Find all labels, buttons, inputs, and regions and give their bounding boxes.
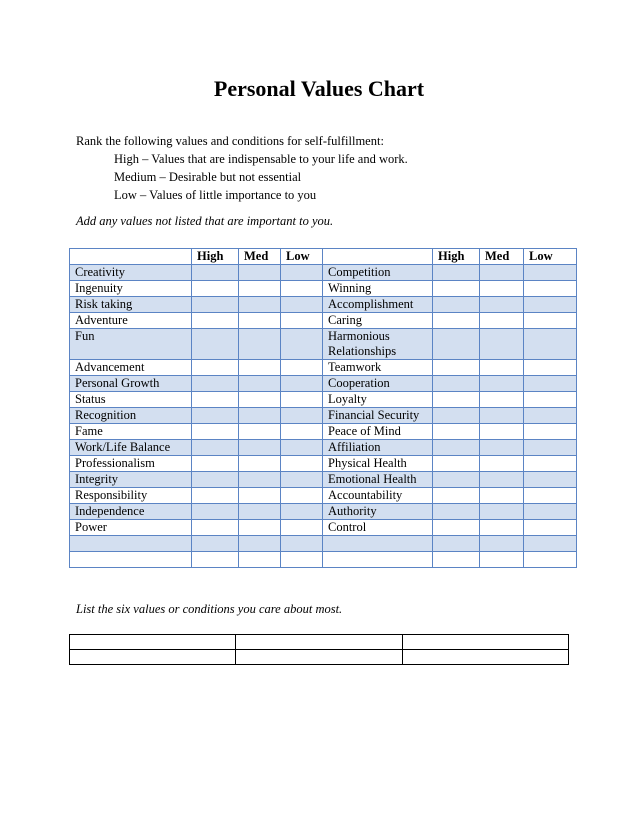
values-table-body	[70, 265, 577, 568]
value-name-left: Fame	[70, 424, 192, 440]
level-high-description: High – Values that are indispensable to your life and work.	[114, 152, 408, 166]
value-name-left: Status	[70, 392, 192, 408]
rating-cell-med-left[interactable]	[239, 329, 281, 360]
rating-cell-low-right[interactable]	[524, 552, 577, 568]
rating-cell-med-left[interactable]	[239, 360, 281, 376]
rating-cell-low-left[interactable]	[281, 488, 323, 504]
rating-cell-low-right[interactable]	[524, 360, 577, 376]
table-row	[70, 520, 577, 536]
header-low-left: Low	[281, 249, 323, 265]
value-name-left: Creativity	[70, 265, 192, 281]
value-name-right: Financial Security	[323, 408, 433, 424]
rating-cell-med-right[interactable]	[480, 297, 524, 313]
rating-cell-med-right[interactable]	[480, 424, 524, 440]
value-name-left: Recognition	[70, 408, 192, 424]
value-name-right: Physical Health	[323, 456, 433, 472]
value-name-right: Harmonious Relationships	[323, 329, 433, 360]
rating-cell-med-right[interactable]	[480, 520, 524, 536]
rating-cell-med-right[interactable]	[480, 552, 524, 568]
rating-cell-low-left[interactable]	[281, 360, 323, 376]
table-header-row	[70, 249, 577, 265]
table-row	[70, 265, 577, 281]
table-row	[70, 504, 577, 520]
rating-cell-low-left[interactable]	[281, 552, 323, 568]
value-name-left: Risk taking	[70, 297, 192, 313]
rating-cell-med-left[interactable]	[239, 520, 281, 536]
rating-cell-high-left[interactable]	[192, 536, 239, 552]
add-values-hint: Add any values not listed that are important to you.	[76, 214, 334, 228]
rating-cell-low-right[interactable]	[524, 281, 577, 297]
value-name-right: Control	[323, 520, 433, 536]
rating-cell-med-left[interactable]	[239, 424, 281, 440]
rating-cell-low-right[interactable]	[524, 440, 577, 456]
value-name-left: Personal Growth	[70, 376, 192, 392]
rating-cell-low-left[interactable]	[281, 504, 323, 520]
header-value-right	[323, 249, 433, 265]
value-name-left: Advancement	[70, 360, 192, 376]
value-name-left: Professionalism	[70, 456, 192, 472]
level-low-description: Low – Values of little importance to you	[114, 188, 317, 202]
rating-cell-low-right[interactable]	[524, 376, 577, 392]
value-name-right: Peace of Mind	[323, 424, 433, 440]
table-row	[70, 552, 577, 568]
rating-cell-high-left[interactable]	[192, 313, 239, 329]
value-name-right: Accountability	[323, 488, 433, 504]
table-row	[70, 376, 577, 392]
rating-cell-high-left[interactable]	[192, 408, 239, 424]
rating-cell-low-right[interactable]	[524, 297, 577, 313]
value-name-right: Winning	[323, 281, 433, 297]
rating-cell-low-right[interactable]	[524, 488, 577, 504]
rating-cell-high-left[interactable]	[192, 472, 239, 488]
rating-cell-high-left[interactable]	[192, 552, 239, 568]
value-name-left: Power	[70, 520, 192, 536]
rating-cell-high-left[interactable]	[192, 520, 239, 536]
rating-cell-high-right[interactable]	[433, 552, 480, 568]
value-name-right: Cooperation	[323, 376, 433, 392]
rating-cell-med-right[interactable]	[480, 488, 524, 504]
rating-cell-low-left[interactable]	[281, 536, 323, 552]
level-medium-description: Medium – Desirable but not essential	[114, 170, 302, 184]
rating-cell-high-right[interactable]	[433, 424, 480, 440]
header-value-left	[70, 249, 192, 265]
rating-cell-med-right[interactable]	[480, 281, 524, 297]
table-row	[70, 440, 577, 456]
table-row	[70, 313, 577, 329]
value-name-right: Teamwork	[323, 360, 433, 376]
rating-cell-med-left[interactable]	[239, 552, 281, 568]
rating-cell-high-right[interactable]	[433, 360, 480, 376]
value-name-left: Integrity	[70, 472, 192, 488]
rating-cell-high-left[interactable]	[192, 424, 239, 440]
rating-cell-med-left[interactable]	[239, 376, 281, 392]
rating-cell-med-left[interactable]	[239, 536, 281, 552]
rating-cell-high-left[interactable]	[192, 329, 239, 360]
rating-cell-low-right[interactable]	[524, 313, 577, 329]
rating-cell-low-left[interactable]	[281, 440, 323, 456]
rating-cell-low-right[interactable]	[524, 392, 577, 408]
rating-cell-low-left[interactable]	[281, 472, 323, 488]
rating-cell-high-left[interactable]	[192, 392, 239, 408]
rating-cell-low-left[interactable]	[281, 520, 323, 536]
rating-cell-high-left[interactable]	[192, 456, 239, 472]
top-six-cell[interactable]	[70, 635, 236, 650]
rating-cell-high-left[interactable]	[192, 281, 239, 297]
rating-cell-med-right[interactable]	[480, 329, 524, 360]
rating-cell-high-right[interactable]	[433, 472, 480, 488]
rating-cell-low-right[interactable]	[524, 520, 577, 536]
table-row	[70, 488, 577, 504]
top-six-cell[interactable]	[402, 635, 568, 650]
rating-cell-high-right[interactable]	[433, 329, 480, 360]
rating-cell-med-left[interactable]	[239, 313, 281, 329]
rating-cell-high-left[interactable]	[192, 297, 239, 313]
rating-cell-high-right[interactable]	[433, 281, 480, 297]
rating-cell-med-right[interactable]	[480, 536, 524, 552]
rating-cell-low-left[interactable]	[281, 376, 323, 392]
rating-cell-med-right[interactable]	[480, 504, 524, 520]
rating-cell-high-right[interactable]	[433, 265, 480, 281]
top-six-cell[interactable]	[402, 650, 568, 665]
table-row	[70, 456, 577, 472]
header-low-right: Low	[524, 249, 577, 265]
rating-cell-high-right[interactable]	[433, 536, 480, 552]
value-name-left: Work/Life Balance	[70, 440, 192, 456]
value-name-right: Competition	[323, 265, 433, 281]
value-name-left	[70, 552, 192, 568]
rating-cell-high-left[interactable]	[192, 440, 239, 456]
rating-cell-low-left[interactable]	[281, 408, 323, 424]
rating-cell-med-left[interactable]	[239, 408, 281, 424]
rating-cell-high-left[interactable]	[192, 488, 239, 504]
value-name-left: Fun	[70, 329, 192, 360]
rating-cell-high-right[interactable]	[433, 440, 480, 456]
page-title: Personal Values Chart	[213, 76, 425, 101]
header-med-left: Med	[239, 249, 281, 265]
rating-cell-med-left[interactable]	[239, 472, 281, 488]
rating-cell-med-right[interactable]	[480, 376, 524, 392]
top-six-row	[70, 650, 569, 665]
value-name-right: Loyalty	[323, 392, 433, 408]
rating-cell-med-right[interactable]	[480, 392, 524, 408]
values-rating-table	[69, 248, 577, 568]
value-name-left: Independence	[70, 504, 192, 520]
rating-cell-high-right[interactable]	[433, 456, 480, 472]
table-row	[70, 281, 577, 297]
value-name-right: Authority	[323, 504, 433, 520]
rating-cell-low-right[interactable]	[524, 329, 577, 360]
rating-cell-low-right[interactable]	[524, 456, 577, 472]
value-name-right: Affiliation	[323, 440, 433, 456]
rating-cell-high-right[interactable]	[433, 376, 480, 392]
rating-cell-low-left[interactable]	[281, 392, 323, 408]
rating-cell-low-right[interactable]	[524, 265, 577, 281]
rating-cell-med-right[interactable]	[480, 265, 524, 281]
rating-cell-med-left[interactable]	[239, 392, 281, 408]
rating-cell-med-right[interactable]	[480, 408, 524, 424]
rating-cell-med-right[interactable]	[480, 313, 524, 329]
rating-cell-high-left[interactable]	[192, 360, 239, 376]
rating-cell-high-right[interactable]	[433, 408, 480, 424]
table-row	[70, 360, 577, 376]
rating-cell-med-right[interactable]	[480, 440, 524, 456]
value-name-right: Accomplishment	[323, 297, 433, 313]
rating-cell-low-right[interactable]	[524, 504, 577, 520]
top-six-cell[interactable]	[236, 635, 402, 650]
top-six-table	[69, 634, 569, 665]
rating-cell-low-left[interactable]	[281, 456, 323, 472]
top-six-cell[interactable]	[236, 650, 402, 665]
top-six-row	[70, 635, 569, 650]
rating-cell-low-left[interactable]	[281, 281, 323, 297]
value-name-left: Adventure	[70, 313, 192, 329]
header-med-right: Med	[480, 249, 524, 265]
rating-cell-high-right[interactable]	[433, 297, 480, 313]
rating-cell-med-right[interactable]	[480, 360, 524, 376]
table-row	[70, 297, 577, 313]
rating-cell-high-right[interactable]	[433, 504, 480, 520]
table-row	[70, 408, 577, 424]
value-name-right	[323, 552, 433, 568]
rating-cell-med-left[interactable]	[239, 440, 281, 456]
rating-cell-med-right[interactable]	[480, 472, 524, 488]
value-name-right: Emotional Health	[323, 472, 433, 488]
top-six-cell[interactable]	[70, 650, 236, 665]
table-row	[70, 472, 577, 488]
rating-cell-high-right[interactable]	[433, 520, 480, 536]
list-top-six-hint: List the six values or conditions you care about most.	[76, 602, 343, 616]
rating-cell-high-left[interactable]	[192, 376, 239, 392]
rating-cell-low-right[interactable]	[524, 472, 577, 488]
header-high-left: High	[192, 249, 239, 265]
value-name-right: Caring	[323, 313, 433, 329]
rating-cell-med-right[interactable]	[480, 456, 524, 472]
rating-cell-low-left[interactable]	[281, 297, 323, 313]
rating-cell-low-right[interactable]	[524, 408, 577, 424]
rating-cell-med-left[interactable]	[239, 456, 281, 472]
table-row	[70, 392, 577, 408]
instructions	[76, 132, 408, 204]
rating-cell-high-right[interactable]	[433, 392, 480, 408]
value-name-left: Responsibility	[70, 488, 192, 504]
value-name-left	[70, 536, 192, 552]
table-row	[70, 329, 577, 360]
table-row	[70, 424, 577, 440]
rating-cell-high-left[interactable]	[192, 265, 239, 281]
rating-cell-low-right[interactable]	[524, 536, 577, 552]
rating-cell-high-left[interactable]	[192, 504, 239, 520]
rating-cell-low-left[interactable]	[281, 329, 323, 360]
rating-cell-high-right[interactable]	[433, 488, 480, 504]
rating-cell-med-left[interactable]	[239, 281, 281, 297]
value-name-left: Ingenuity	[70, 281, 192, 297]
rating-cell-high-right[interactable]	[433, 313, 480, 329]
rating-cell-med-left[interactable]	[239, 504, 281, 520]
rating-cell-low-left[interactable]	[281, 313, 323, 329]
rating-cell-med-left[interactable]	[239, 265, 281, 281]
rating-cell-low-left[interactable]	[281, 424, 323, 440]
rating-cell-low-right[interactable]	[524, 424, 577, 440]
value-name-right	[323, 536, 433, 552]
header-high-right: High	[433, 249, 480, 265]
table-row	[70, 536, 577, 552]
rating-cell-low-left[interactable]	[281, 265, 323, 281]
instructions-lead: Rank the following values and conditions for self-fulfillment:	[76, 134, 384, 148]
rating-cell-med-left[interactable]	[239, 297, 281, 313]
rating-cell-med-left[interactable]	[239, 488, 281, 504]
